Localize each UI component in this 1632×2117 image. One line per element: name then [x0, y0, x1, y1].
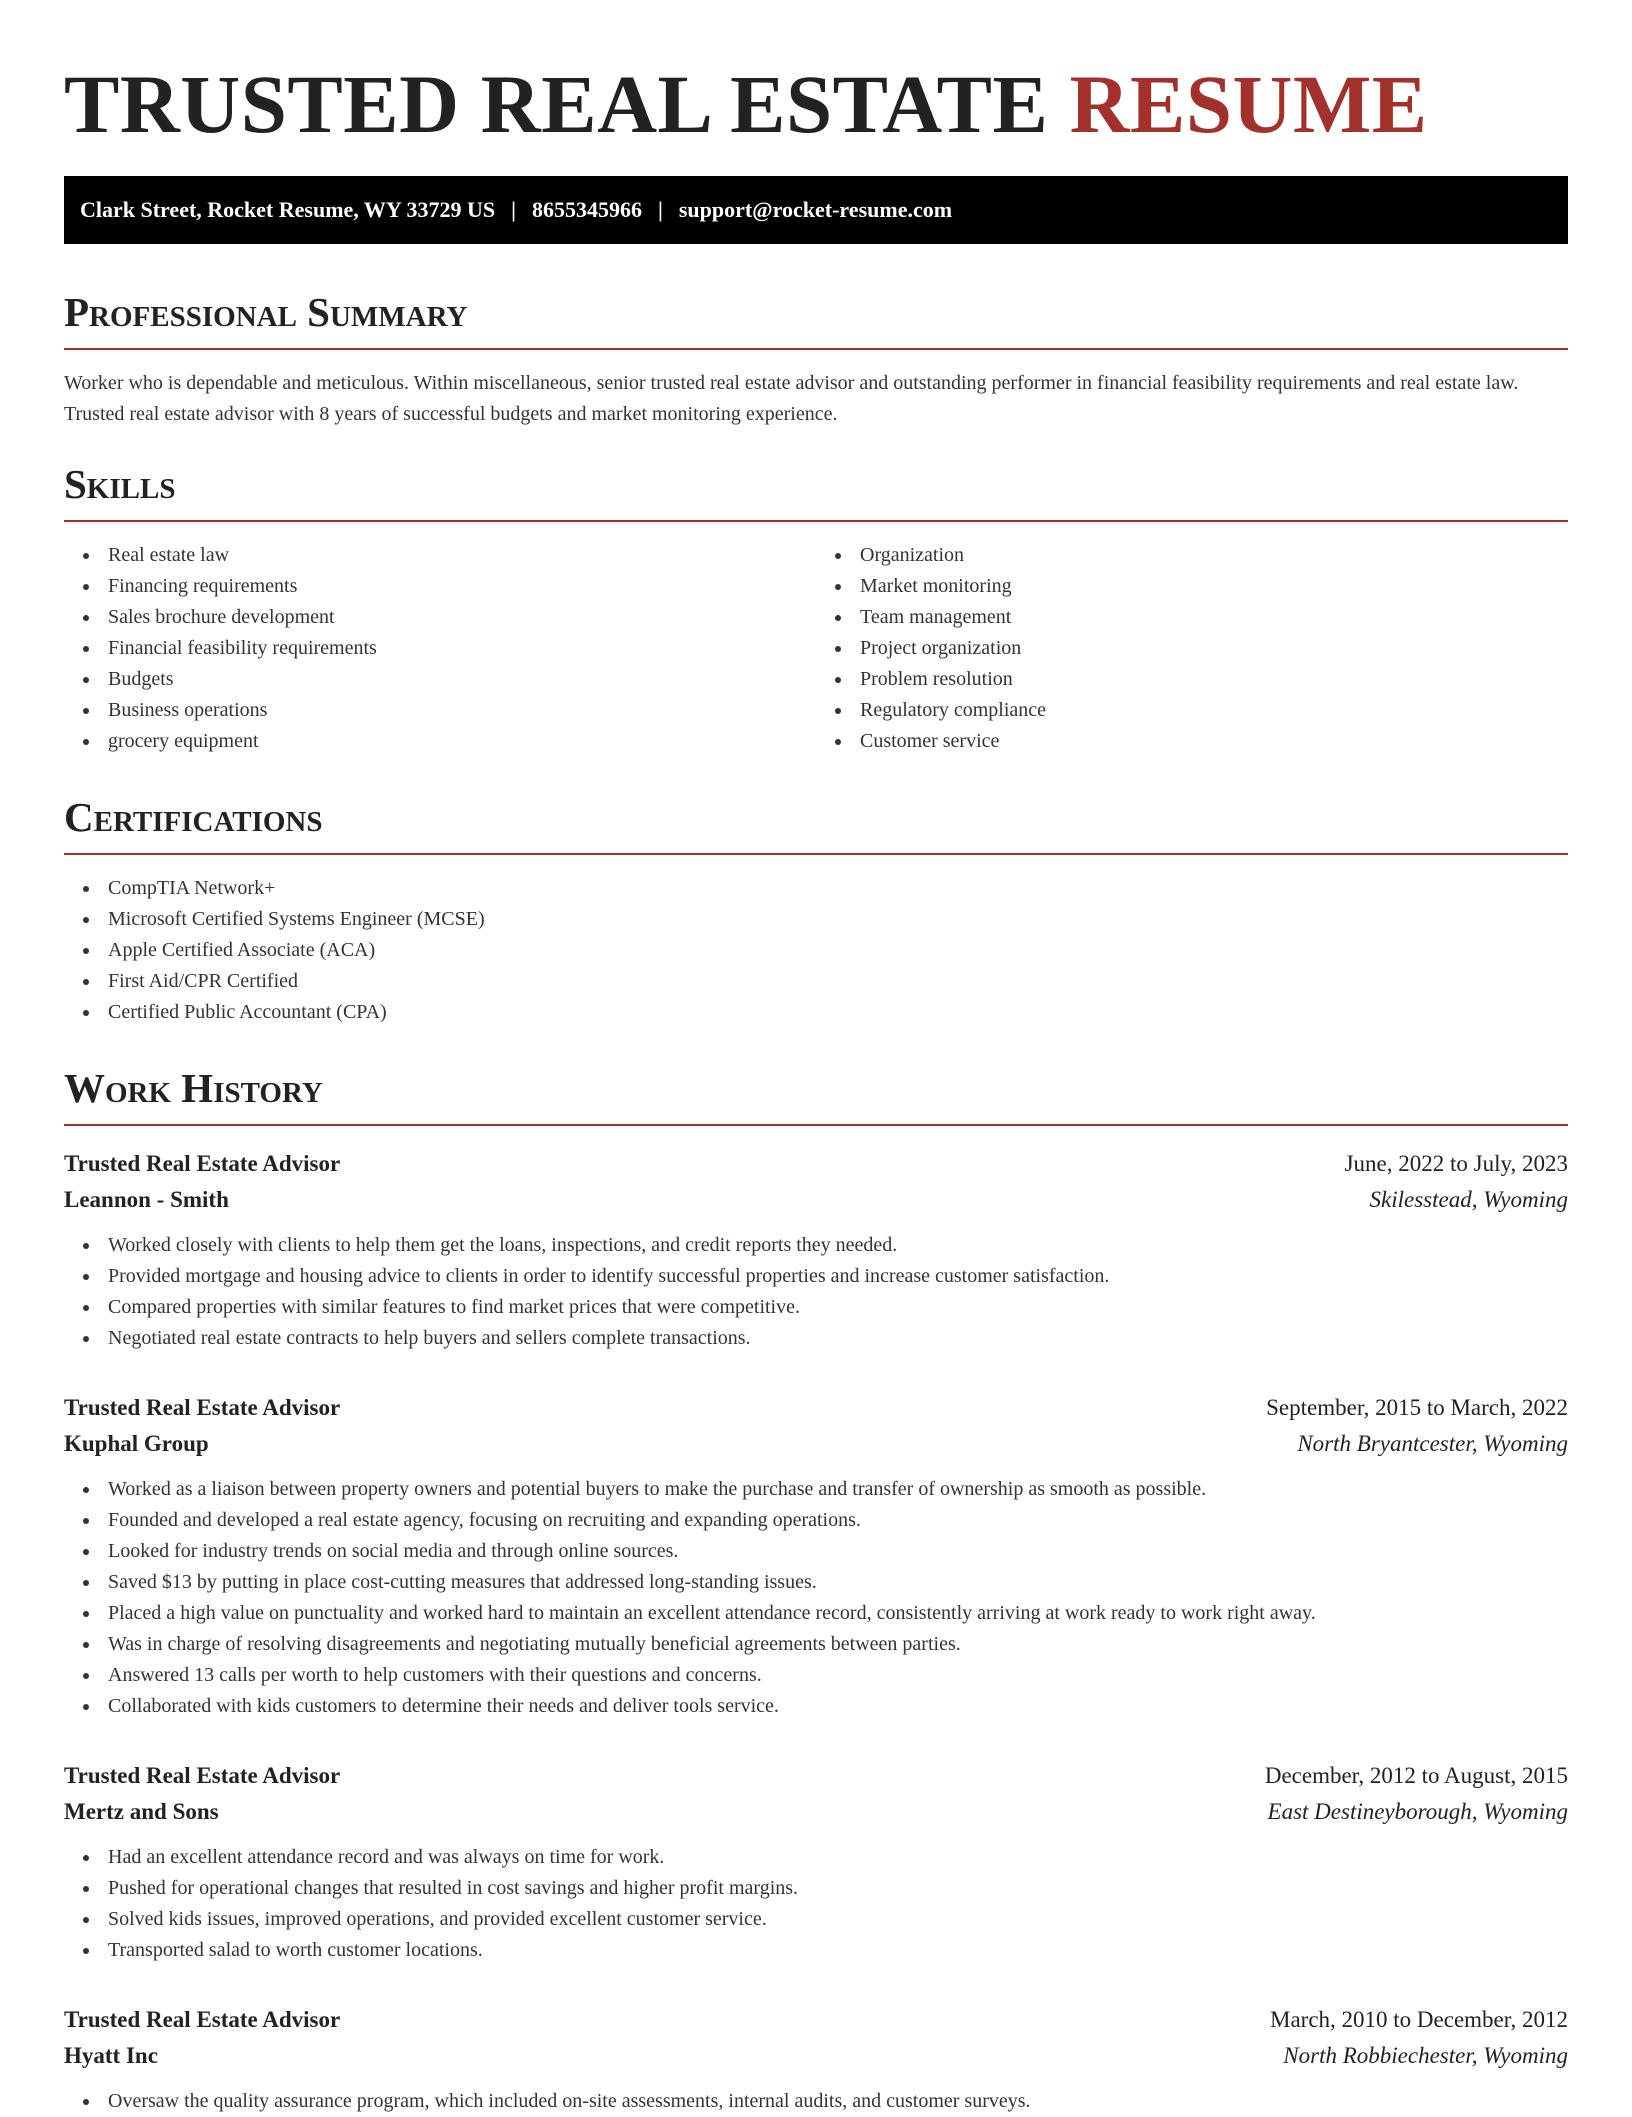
job-entry [64, 2002, 1568, 2117]
job-header-row [64, 1146, 1568, 1182]
skill-item: Budgets [108, 664, 816, 695]
job-bullets [64, 1474, 1568, 1722]
job-bullet: Saved $13 by putting in place cost-cutting measures that addressed long-standing issues. [108, 1567, 1568, 1598]
job-dates: June, 2022 to July, 2023 [1344, 1151, 1568, 1176]
job-bullet: Was in charge of resolving disagreements and negotiating mutually beneficial agreements between parties. [108, 1629, 1568, 1660]
job-bullet: Negotiated real estate contracts to help buyers and sellers complete transactions. [108, 1323, 1568, 1354]
title-accent: RESUME [1069, 58, 1428, 150]
skill-item: Market monitoring [860, 571, 1568, 602]
contact-bar [64, 176, 1568, 244]
skills-list-right [816, 540, 1568, 757]
certification-item: Certified Public Accountant (CPA) [108, 997, 1568, 1028]
summary-heading: Professional Summary [64, 288, 1568, 350]
contact-email: support@rocket-resume.com [678, 197, 953, 222]
job-title: Trusted Real Estate Advisor [64, 1395, 341, 1420]
job-dates: December, 2012 to August, 2015 [1264, 1763, 1568, 1788]
certification-item: CompTIA Network+ [108, 873, 1568, 904]
job-bullet: Solved kids issues, improved operations, and provided excellent customer service. [108, 1904, 1568, 1935]
job-header-row [64, 2002, 1568, 2038]
skill-item: grocery equipment [108, 726, 816, 757]
job-bullet: Worked as a liaison between property owners and potential buyers to make the purchase and transfer of ownership as smooth as possible. [108, 1474, 1568, 1505]
job-bullet: Founded and developed a real estate agency, focusing on recruiting and expanding operations. [108, 1505, 1568, 1536]
contact-separator: | [657, 197, 663, 222]
skill-item: Problem resolution [860, 664, 1568, 695]
job-bullet: Worked closely with clients to help them get the loans, inspections, and credit reports they needed. [108, 1230, 1568, 1261]
job-location: Skilesstead, Wyoming [1369, 1187, 1568, 1212]
job-dates: September, 2015 to March, 2022 [1266, 1395, 1568, 1420]
skill-item: Organization [860, 540, 1568, 571]
contact-phone: 8655345966 [531, 197, 642, 222]
job-company-row [64, 1426, 1568, 1462]
certification-item: First Aid/CPR Certified [108, 966, 1568, 997]
job-bullet: Looked for industry trends on social media and through online sources. [108, 1536, 1568, 1567]
skills-grid [64, 540, 1568, 757]
job-bullet: Transported salad to worth customer locations. [108, 1935, 1568, 1966]
title-main: TRUSTED REAL ESTATE [64, 58, 1070, 150]
job-entry [64, 1146, 1568, 1354]
resume-title [64, 0, 1568, 152]
job-header-row [64, 1390, 1568, 1426]
job-bullet: Provided mortgage and housing advice to clients in order to identify successful properties and increase customer satisfaction. [108, 1261, 1568, 1292]
job-location: North Robbiechester, Wyoming [1283, 2043, 1568, 2068]
skill-item: Customer service [860, 726, 1568, 757]
job-company-row [64, 1794, 1568, 1830]
job-title: Trusted Real Estate Advisor [64, 2007, 341, 2032]
contact-separator: | [511, 197, 516, 222]
job-header-row [64, 1758, 1568, 1794]
skill-item: Real estate law [108, 540, 816, 571]
job-bullet: Placed a high value on punctuality and worked hard to maintain an excellent attendance record, consistently arriving at work ready to work right away. [108, 1598, 1568, 1629]
skill-item: Regulatory compliance [860, 695, 1568, 726]
job-dates: March, 2010 to December, 2012 [1270, 2007, 1568, 2032]
summary-text: Worker who is dependable and meticulous. Within miscellaneous, senior trusted real estate advisor and outstanding performer in financial feasibility requirements and real estate law. Trusted real estate advisor with 8 years of successful budgets and market monitoring experience. [64, 372, 1519, 425]
job-entry [64, 1390, 1568, 1722]
job-bullets [64, 1842, 1568, 1966]
job-bullets [64, 2086, 1568, 2117]
skill-item: Project organization [860, 633, 1568, 664]
job-bullet: Collaborated with kids customers to determine their needs and deliver tools service. [108, 1691, 1568, 1722]
certification-item: Apple Certified Associate (ACA) [108, 935, 1568, 966]
skills-list-left [64, 540, 816, 757]
job-company: Leannon - Smith [64, 1187, 229, 1212]
certifications-heading: Certifications [64, 793, 1568, 855]
job-entry [64, 1758, 1568, 1966]
skill-item: Financial feasibility requirements [108, 633, 816, 664]
job-title: Trusted Real Estate Advisor [64, 1763, 341, 1788]
certification-item: Microsoft Certified Systems Engineer (MCSE) [108, 904, 1568, 935]
skill-item: Sales brochure development [108, 602, 816, 633]
work-history-heading: Work History [64, 1064, 1568, 1126]
job-location: North Bryantcester, Wyoming [1297, 1431, 1568, 1456]
skills-heading: Skills [64, 460, 1568, 522]
job-bullet: Pushed for operational changes that resulted in cost savings and higher profit margins. [108, 1873, 1568, 1904]
skill-item: Financing requirements [108, 571, 816, 602]
job-title: Trusted Real Estate Advisor [64, 1151, 341, 1176]
job-company: Kuphal Group [64, 1431, 209, 1456]
job-company: Hyatt Inc [64, 2043, 158, 2068]
contact-address: Clark Street, Rocket Resume, WY 33729 US [80, 197, 496, 222]
job-bullets [64, 1230, 1568, 1354]
job-bullet: Answered 13 calls per worth to help customers with their questions and concerns. [108, 1660, 1568, 1691]
skill-item: Team management [860, 602, 1568, 633]
job-location: East Destineyborough, Wyoming [1267, 1799, 1568, 1824]
certifications-list [64, 873, 1568, 1028]
job-bullet: Oversaw the quality assurance program, which included on-site assessments, internal audits, and customer surveys. [108, 2086, 1568, 2117]
job-bullet: Compared properties with similar features to find market prices that were competitive. [108, 1292, 1568, 1323]
job-bullet: Had an excellent attendance record and was always on time for work. [108, 1842, 1568, 1873]
job-company-row [64, 1182, 1568, 1218]
job-company: Mertz and Sons [64, 1799, 219, 1824]
job-company-row [64, 2038, 1568, 2074]
skill-item: Business operations [108, 695, 816, 726]
